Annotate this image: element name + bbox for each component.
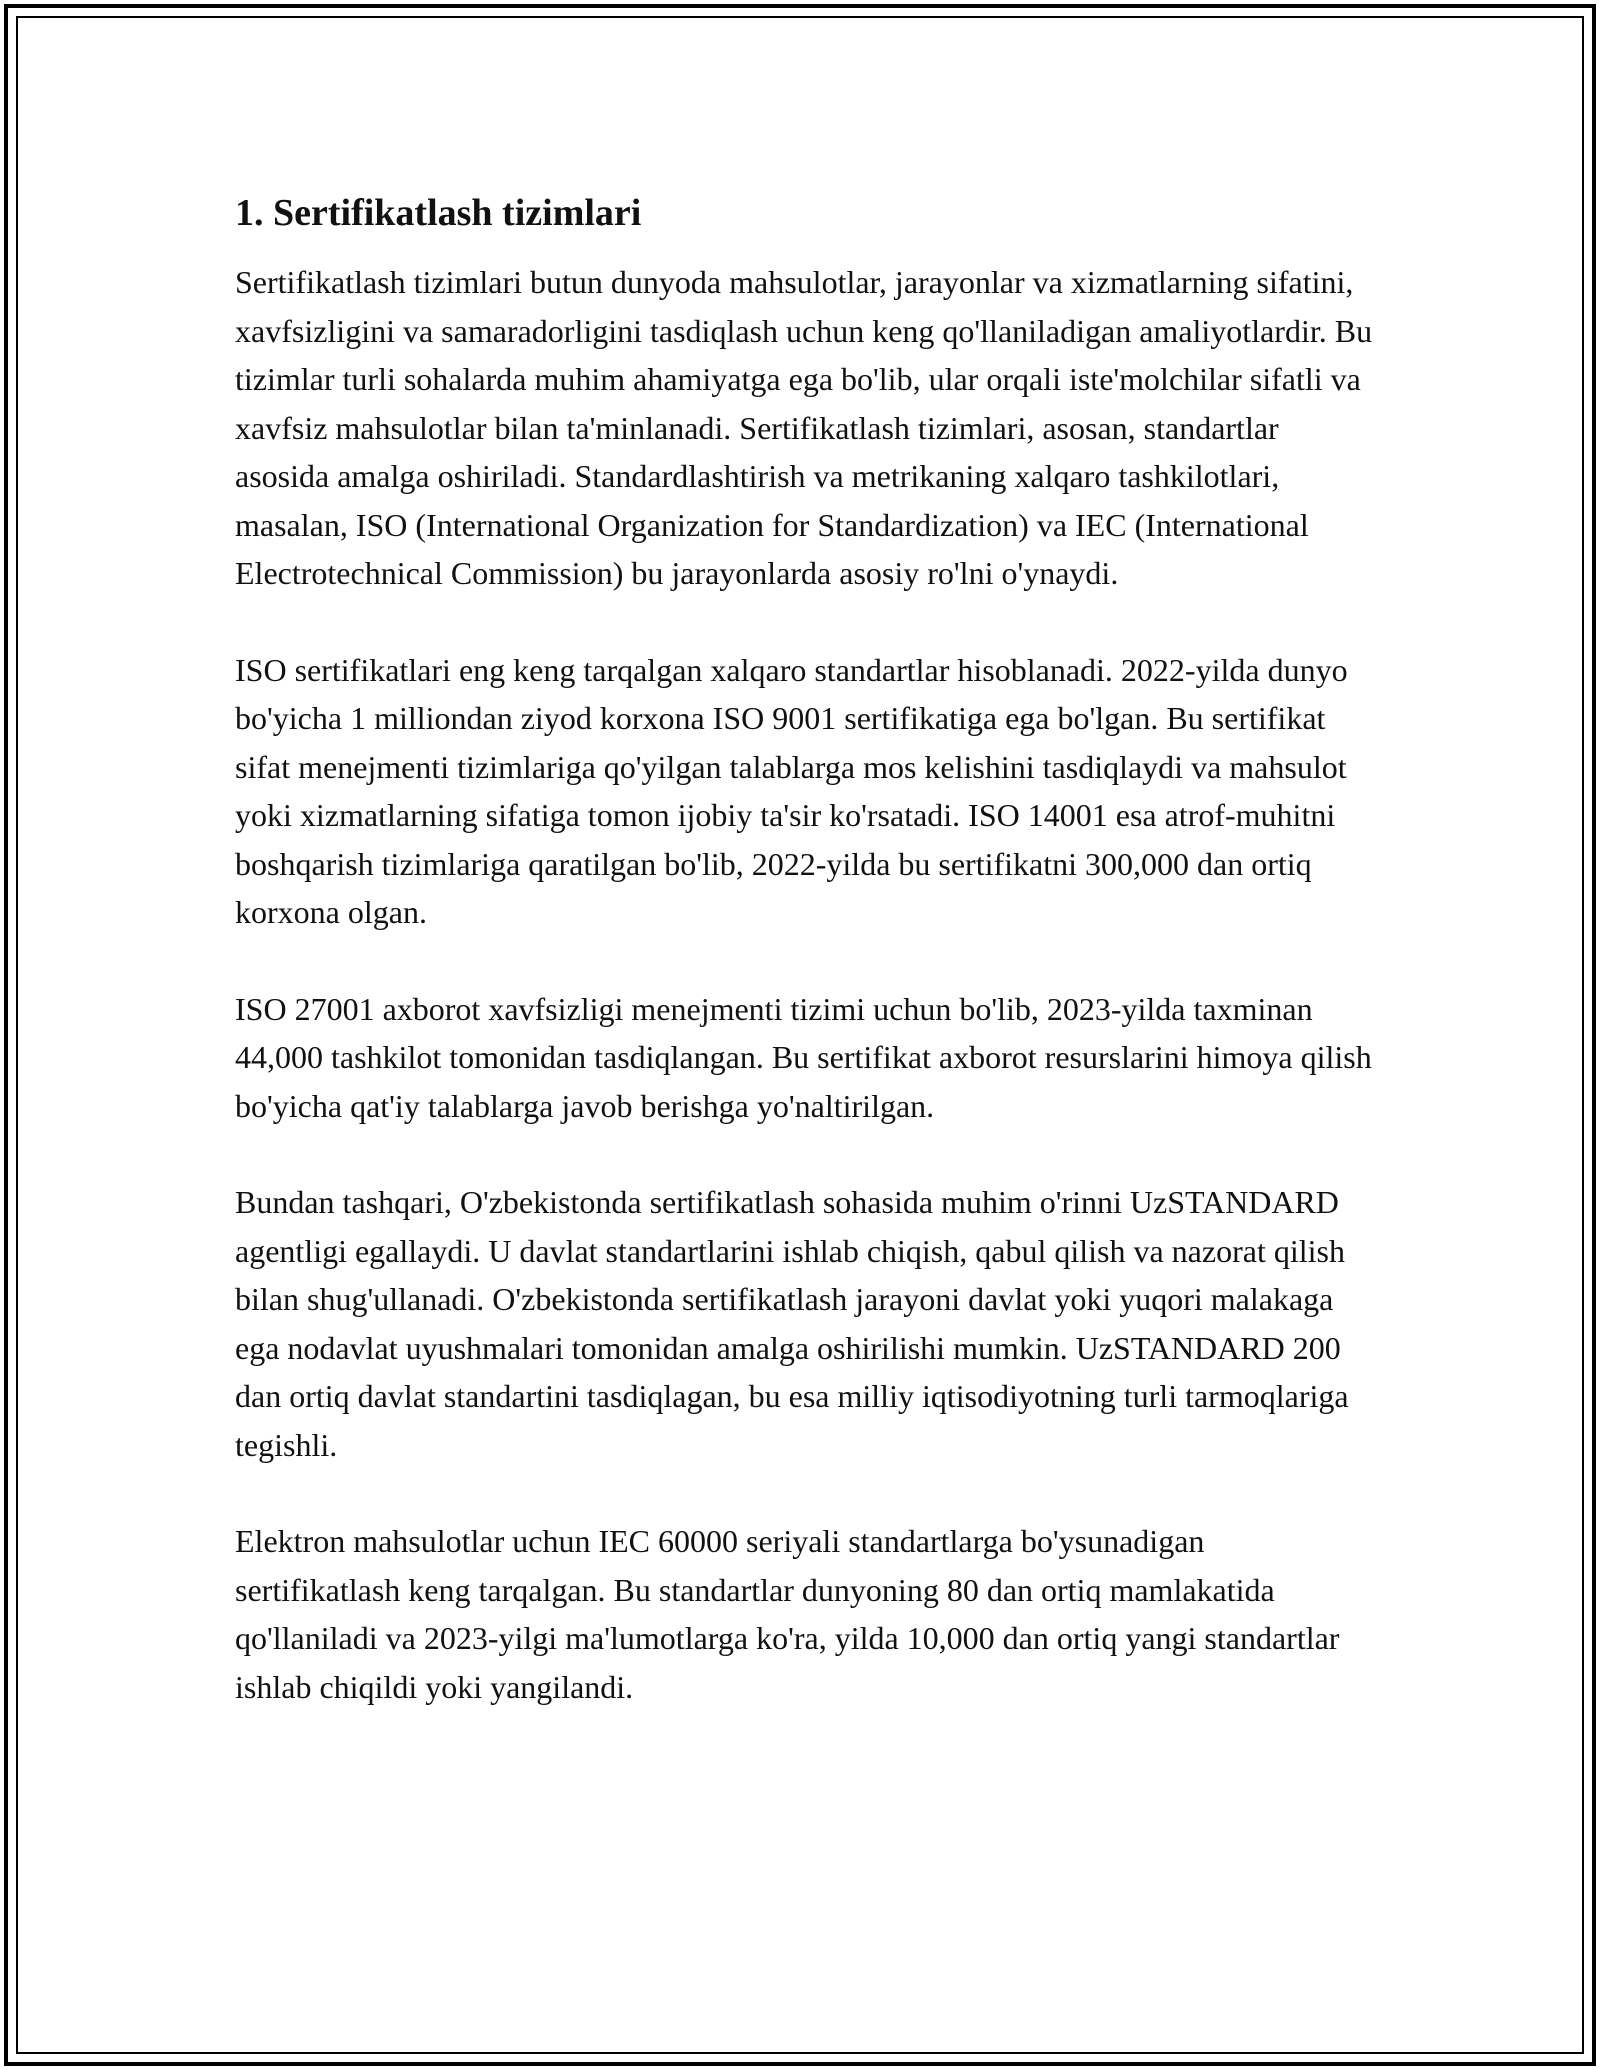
paragraph-5: Elektron mahsulotlar uchun IEC 60000 seriyali standartlarga bo'ysunadigan sertifikatlash keng tarqalgan. Bu standartlar dunyoning 80 dan ortiq mamlakatida qo'llaniladi va 2023-yilgi ma'lumotlarga ko'ra, yilda 10,000 dan ortiq yangi standartlar ishlab chiqildi yoki yangilandi. (235, 1523, 1340, 1705)
paragraph-3: ISO 27001 axborot xavfsizligi menejmenti tizimi uchun bo'lib, 2023-yilda taxminan 44,000 tashkilot tomonidan tasdiqlangan. Bu sertifikat axborot resurslarini himoya qilish bo'yicha qat'iy talablarga javob berishga yo'naltirilgan. (235, 990, 1372, 1124)
paragraph-4: Bundan tashqari, O'zbekistonda sertifikatlash sohasida muhim o'rinni UzSTANDARD agentligi egallaydi. U davlat standartlarini ishlab chiqish, qabul qilish va nazorat qilish bilan shug'ullanadi. O'zbekistonda sertifikatlash jarayoni davlat yoki yuqori malakaga ega nodavlat uyushmalari tomonidan amalga oshirilishi mumkin. UzSTANDARD 200 dan ortiq davlat standartini tasdiqlagan, bu esa milliy iqtisodiyotning turli tarmoqlariga tegishli. (235, 1184, 1349, 1463)
document-body (235, 186, 1375, 1759)
paragraph-1: Sertifikatlash tizimlari butun dunyoda mahsulotlar, jarayonlar va xizmatlarning sifatini, xavfsizligini va samaradorligini tasdiqlash uchun keng qo'llaniladigan amaliyotlardir. Bu tizimlar turli sohalarda muhim ahamiyatga ega bo'lib, ular orqali iste'molchilar sifatli va xavfsiz mahsulotlar bilan ta'minlanadi. Sertifikatlash tizimlari, asosan, standartlar asosida amalga oshiriladi. Standardlashtirish va metrikaning xalqaro tashkilotlari, masalan, ISO (International Organization for Standardization) va IEC (International Electrotechnical Commission) bu jarayonlarda asosiy ro'lni o'ynaydi. (235, 264, 1373, 591)
section-heading: 1. Sertifikatlash tizimlari (235, 192, 642, 234)
paragraph-2: ISO sertifikatlari eng keng tarqalgan xalqaro standartlar hisoblanadi. 2022-yilda dunyo bo'yicha 1 milliondan ziyod korxona ISO 9001 sertifikatiga ega bo'lgan. Bu sertifikat sifat menejmenti tizimlariga qo'yilgan talablarga mos kelishini tasdiqlaydi va mahsulot yoki xizmatlarning sifatiga tomon ijobiy ta'sir ko'rsatadi. ISO 14001 esa atrof-muhitni boshqarish tizimlariga qaratilgan bo'lib, 2022-yilda bu sertifikatni 300,000 dan ortiq korxona olgan. (235, 651, 1348, 930)
